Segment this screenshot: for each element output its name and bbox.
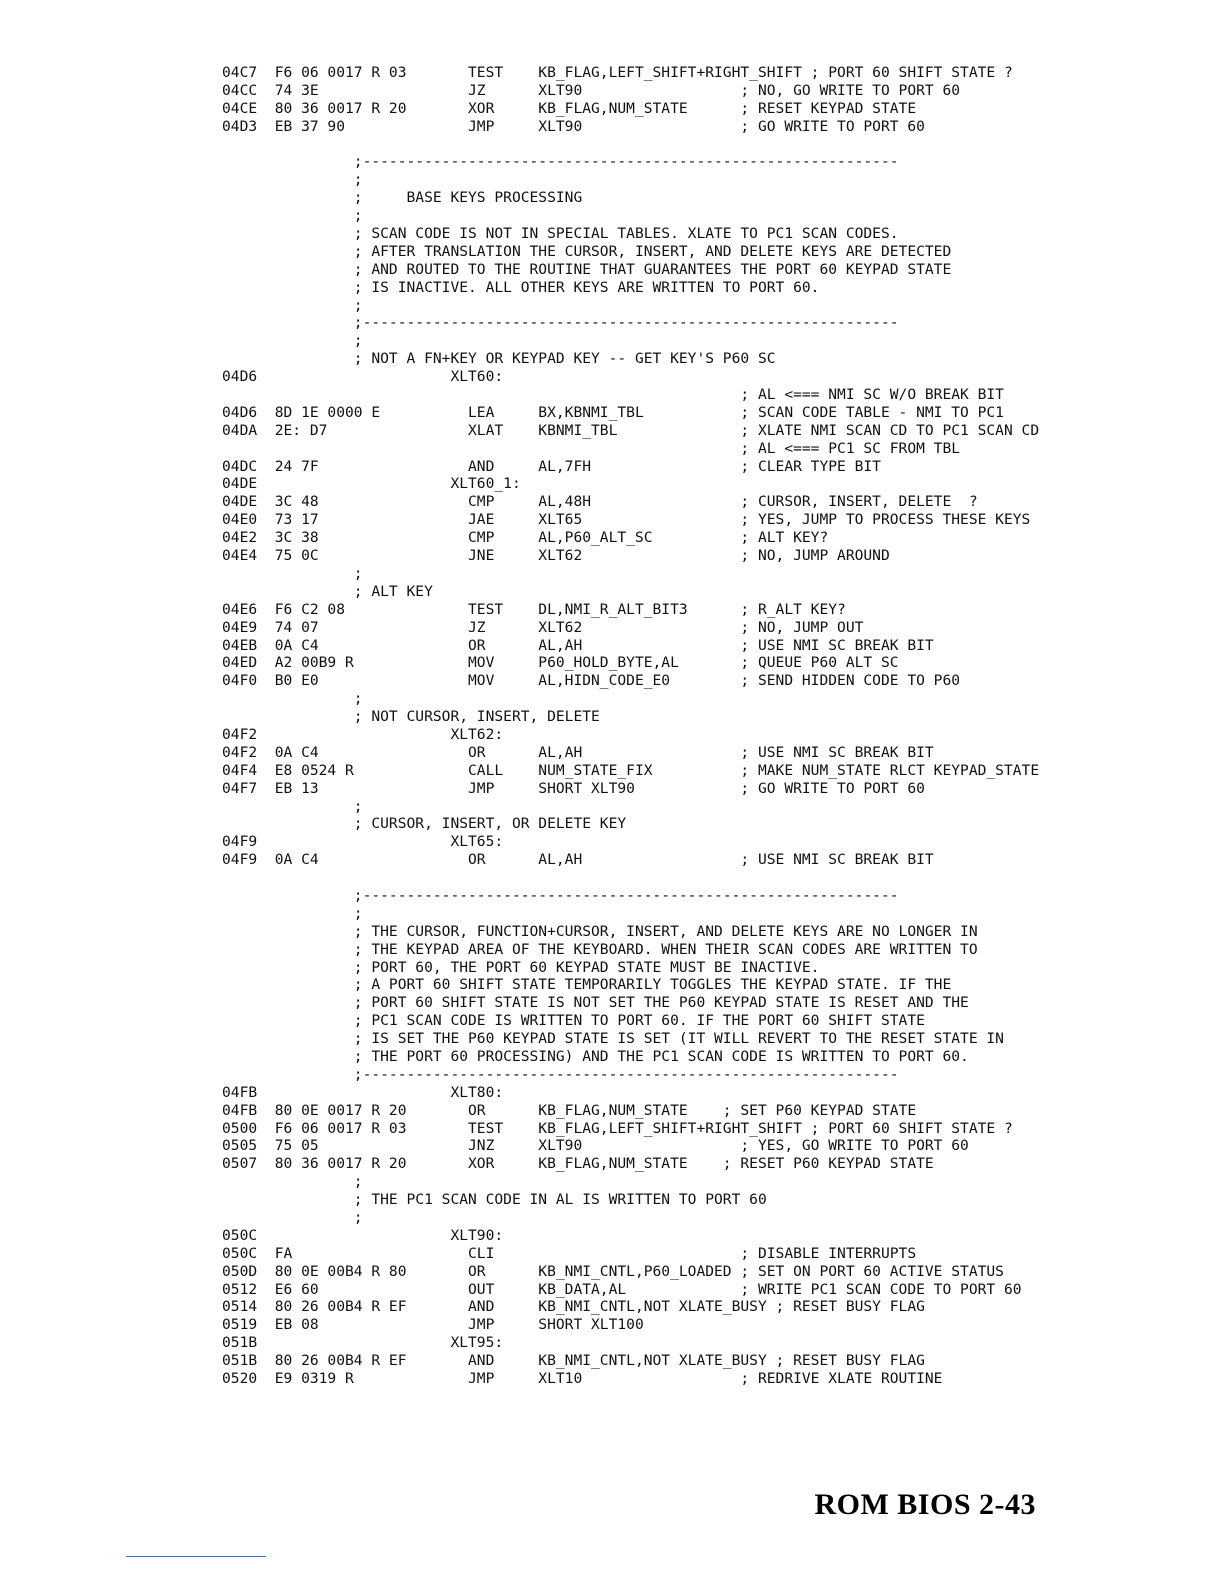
listing-line: ; AND ROUTED TO THE ROUTINE THAT GUARANTEES THE PORT 60 KEYPAD STATE [222,260,952,278]
listing-line: 051B XLT95: [222,1334,504,1352]
listing-line: 04E0 73 17 JAE XLT65 ; YES, JUMP TO PROCESS THESE KEYS [222,511,1031,529]
listing-line: ; THE PC1 SCAN CODE IN AL IS WRITTEN TO PORT 60 [222,1191,767,1209]
listing-line: 04D3 EB 37 90 JMP XLT90 ; GO WRITE TO PORT 60 [222,117,925,135]
page-footer: ROM BIOS 2-43 [814,1488,1036,1521]
listing-line: 04D6 XLT60: [222,368,504,386]
listing-line: ; AL <=== PC1 SC FROM TBL [222,439,961,457]
listing-line: 0514 80 26 00B4 R EF AND KB_NMI_CNTL,NOT XLATE_BUSY ; RESET BUSY FLAG [222,1298,925,1316]
listing-line: 051B 80 26 00B4 R EF AND KB_NMI_CNTL,NOT XLATE_BUSY ; RESET BUSY FLAG [222,1352,925,1370]
assembly-listing [222,64,1212,1388]
listing-line: ;------------------------------------------------------------- [222,1065,899,1083]
listing-line: ; [222,797,363,815]
listing-line: ; [222,207,363,225]
listing-line: 0500 F6 06 0017 R 03 TEST KB_FLAG,LEFT_SHIFT+RIGHT_SHIFT ; PORT 60 SHIFT STATE ? [222,1119,1013,1137]
listing-line: ; CURSOR, INSERT, OR DELETE KEY [222,815,627,833]
listing-line: 04FB XLT80: [222,1083,504,1101]
listing-line: ; NOT A FN+KEY OR KEYPAD KEY -- GET KEY'S P60 SC [222,350,776,368]
listing-line: 0505 75 05 JNZ XLT90 ; YES, GO WRITE TO PORT 60 [222,1137,969,1155]
listing-line [222,869,1212,887]
listing-line: ;------------------------------------------------------------- [222,886,899,904]
listing-line: ; ALT KEY [222,582,433,600]
listing-line: ; NOT CURSOR, INSERT, DELETE [222,708,600,726]
listing-line: ; [222,904,363,922]
listing-line: 04F0 B0 E0 MOV AL,HIDN_CODE_E0 ; SEND HIDDEN CODE TO P60 [222,672,961,690]
listing-line: ; [222,1173,363,1191]
listing-line: 04F9 0A C4 OR AL,AH ; USE NMI SC BREAK BIT [222,851,934,869]
listing-line: ; PC1 SCAN CODE IS WRITTEN TO PORT 60. IF THE PORT 60 SHIFT STATE [222,1012,925,1030]
listing-line: ; A PORT 60 SHIFT STATE TEMPORARILY TOGGLES THE KEYPAD STATE. IF THE [222,976,952,994]
listing-line: 04F2 XLT62: [222,725,504,743]
listing-line: 050D 80 0E 00B4 R 80 OR KB_NMI_CNTL,P60_LOADED ; SET ON PORT 60 ACTIVE STATUS [222,1262,1004,1280]
listing-line: 0512 E6 60 OUT KB_DATA,AL ; WRITE PC1 SCAN CODE TO PORT 60 [222,1280,1022,1298]
listing-line: 04E4 75 0C JNE XLT62 ; NO, JUMP AROUND [222,547,890,565]
listing-line: ; [222,296,363,314]
listing-line: 04DE 3C 48 CMP AL,48H ; CURSOR, INSERT, DELETE ? [222,493,978,511]
listing-line: 04DC 24 7F AND AL,7FH ; CLEAR TYPE BIT [222,457,881,475]
listing-line: 04F9 XLT65: [222,833,504,851]
listing-line: 0507 80 36 0017 R 20 XOR KB_FLAG,NUM_STATE ; RESET P60 KEYPAD STATE [222,1155,934,1173]
listing-line: ; PORT 60, THE PORT 60 KEYPAD STATE MUST BE INACTIVE. [222,958,820,976]
listing-line: ; [222,690,363,708]
listing-line: ; AFTER TRANSLATION THE CURSOR, INSERT, AND DELETE KEYS ARE DETECTED [222,242,952,260]
listing-line: 050C XLT90: [222,1226,504,1244]
listing-line: ; THE KEYPAD AREA OF THE KEYBOARD. WHEN THEIR SCAN CODES ARE WRITTEN TO [222,940,978,958]
listing-line: ; PORT 60 SHIFT STATE IS NOT SET THE P60 KEYPAD STATE IS RESET AND THE [222,994,969,1012]
listing-line: ; THE PORT 60 PROCESSING) AND THE PC1 SCAN CODE IS WRITTEN TO PORT 60. [222,1047,969,1065]
listing-line: ;------------------------------------------------------------- [222,314,899,332]
listing-line: ;------------------------------------------------------------- [222,153,899,171]
listing-line: 050C FA CLI ; DISABLE INTERRUPTS [222,1244,917,1262]
listing-line: ; [222,564,363,582]
listing-line: 04E2 3C 38 CMP AL,P60_ALT_SC ; ALT KEY? [222,529,829,547]
listing-line: 04D6 8D 1E 0000 E LEA BX,KBNMI_TBL ; SCAN CODE TABLE - NMI TO PC1 [222,403,1004,421]
listing-line: 04ED A2 00B9 R MOV P60_HOLD_BYTE,AL ; QUEUE P60 ALT SC [222,654,899,672]
listing-line: 04DA 2E: D7 XLAT KBNMI_TBL ; XLATE NMI SCAN CD TO PC1 SCAN CD [222,421,1040,439]
listing-line: 04F4 E8 0524 R CALL NUM_STATE_FIX ; MAKE NUM_STATE RLCT KEYPAD_STATE [222,761,1040,779]
listing-line: 04DE XLT60_1: [222,475,521,493]
listing-line: 04E6 F6 C2 08 TEST DL,NMI_R_ALT_BIT3 ; R_ALT KEY? [222,600,846,618]
listing-line: 04CE 80 36 0017 R 20 XOR KB_FLAG,NUM_STATE ; RESET KEYPAD STATE [222,99,917,117]
listing-line: 04FB 80 0E 0017 R 20 OR KB_FLAG,NUM_STATE ; SET P60 KEYPAD STATE [222,1101,917,1119]
listing-line: ; IS SET THE P60 KEYPAD STATE IS SET (IT WILL REVERT TO THE RESET STATE IN [222,1030,1004,1048]
listing-line: ; THE CURSOR, FUNCTION+CURSOR, INSERT, AND DELETE KEYS ARE NO LONGER IN [222,922,978,940]
listing-line: 04E9 74 07 JZ XLT62 ; NO, JUMP OUT [222,618,864,636]
listing-line: ; BASE KEYS PROCESSING [222,189,583,207]
listing-line: ; IS INACTIVE. ALL OTHER KEYS ARE WRITTEN TO PORT 60. [222,278,820,296]
listing-line: 0520 E9 0319 R JMP XLT10 ; REDRIVE XLATE ROUTINE [222,1370,943,1388]
listing-line: 0519 EB 08 JMP SHORT XLT100 [222,1316,644,1334]
listing-line: 04CC 74 3E JZ XLT90 ; NO, GO WRITE TO PORT 60 [222,81,961,99]
listing-line: 04EB 0A C4 OR AL,AH ; USE NMI SC BREAK BIT [222,636,934,654]
listing-line: 04F7 EB 13 JMP SHORT XLT90 ; GO WRITE TO PORT 60 [222,779,925,797]
listing-line: ; [222,1209,363,1226]
listing-line [222,136,1212,154]
listing-line: ; AL <=== NMI SC W/O BREAK BIT [222,386,1004,404]
listing-line: 04C7 F6 06 0017 R 03 TEST KB_FLAG,LEFT_SHIFT+RIGHT_SHIFT ; PORT 60 SHIFT STATE ? [222,64,1013,81]
listing-line: ; SCAN CODE IS NOT IN SPECIAL TABLES. XLATE TO PC1 SCAN CODES. [222,225,899,243]
listing-line: ; [222,171,363,189]
bottom-link-underline [126,1556,266,1557]
listing-line: 04F2 0A C4 OR AL,AH ; USE NMI SC BREAK BIT [222,743,934,761]
listing-line: ; [222,332,363,350]
